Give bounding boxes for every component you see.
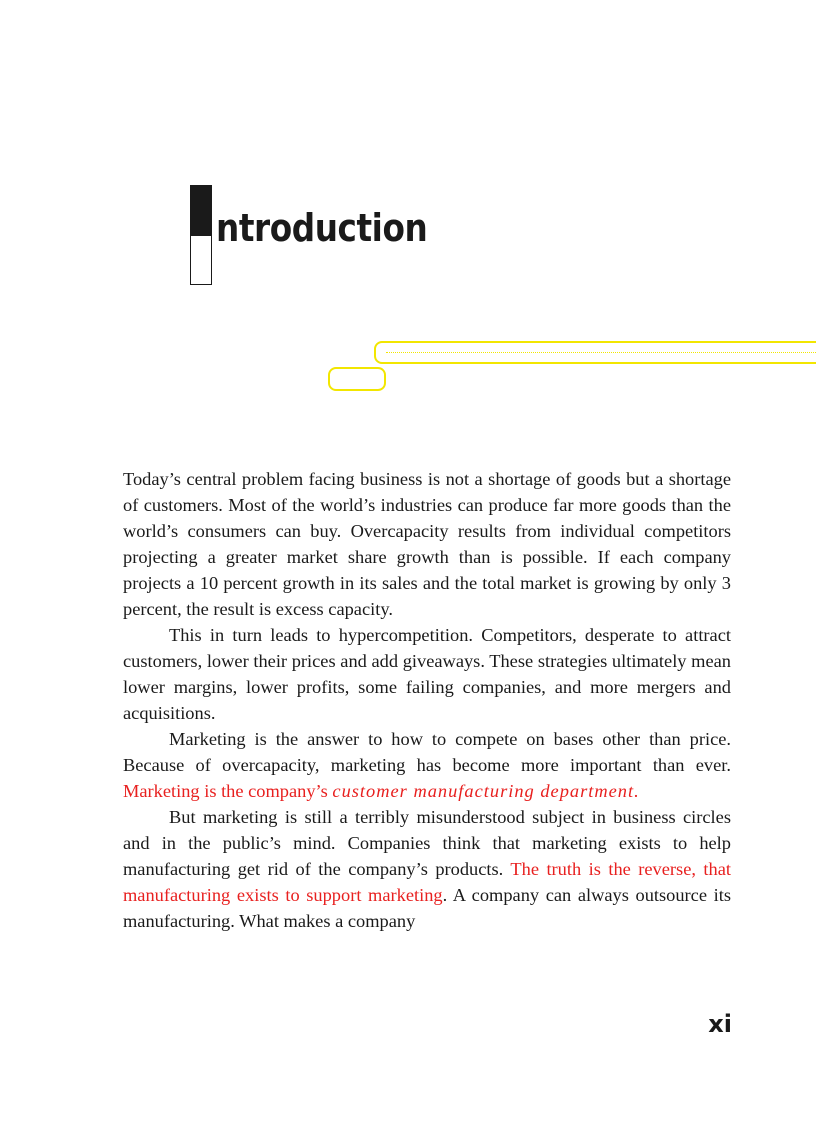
paragraph-1: Today’s central problem facing business is not a shortage of goods but a shortage of customers. Most of the world’s industries can produce far more goods than the world’s consumers can buy. Overcapacity results from individual competitors projecting a greater market share growth than is possible. If each company projects a 10 percent growth in its sales and the total market is growing by only 3 percent, the result is excess capacity.	[123, 469, 731, 619]
initial-block-filled	[190, 185, 212, 236]
body-text	[123, 466, 731, 934]
paragraph-4	[123, 804, 731, 934]
decorative-yellow-bar-long	[374, 341, 816, 364]
paragraph-3-highlight: Marketing is the company’s	[123, 781, 333, 801]
paragraph-3-highlight-italic: customer manufacturing department.	[332, 781, 640, 801]
decorative-yellow-bar-short	[328, 367, 386, 391]
chapter-title: ntroduction	[216, 206, 428, 250]
paragraph-4-highlight: The truth is the reverse, that manufacturing exists to support marketing	[123, 859, 731, 905]
paragraph-2: This in turn leads to hypercompetition. Competitors, desperate to attract customers, lower their prices and add giveaways. These strategies ultimately mean lower margins, lower profits, some failing companies, and more mergers and acquisitions.	[123, 625, 731, 723]
paragraph-4-text: But marketing is still a terribly misunderstood subject in business circles and in the public’s mind. Companies think that marketing exists to help manufacturing get rid of the company’s products.	[123, 807, 731, 879]
paragraph-4-text-after: . A company can always outsource its manufacturing. What makes a company	[123, 885, 731, 931]
paragraph-3	[123, 726, 731, 804]
chapter-initial-letter-block	[190, 185, 212, 285]
initial-block-outline	[190, 236, 212, 285]
page-number: xi	[708, 1010, 732, 1038]
paragraph-3-text: Marketing is the answer to how to compete on bases other than price. Because of overcapacity, marketing has become more important than ever.	[123, 729, 731, 775]
